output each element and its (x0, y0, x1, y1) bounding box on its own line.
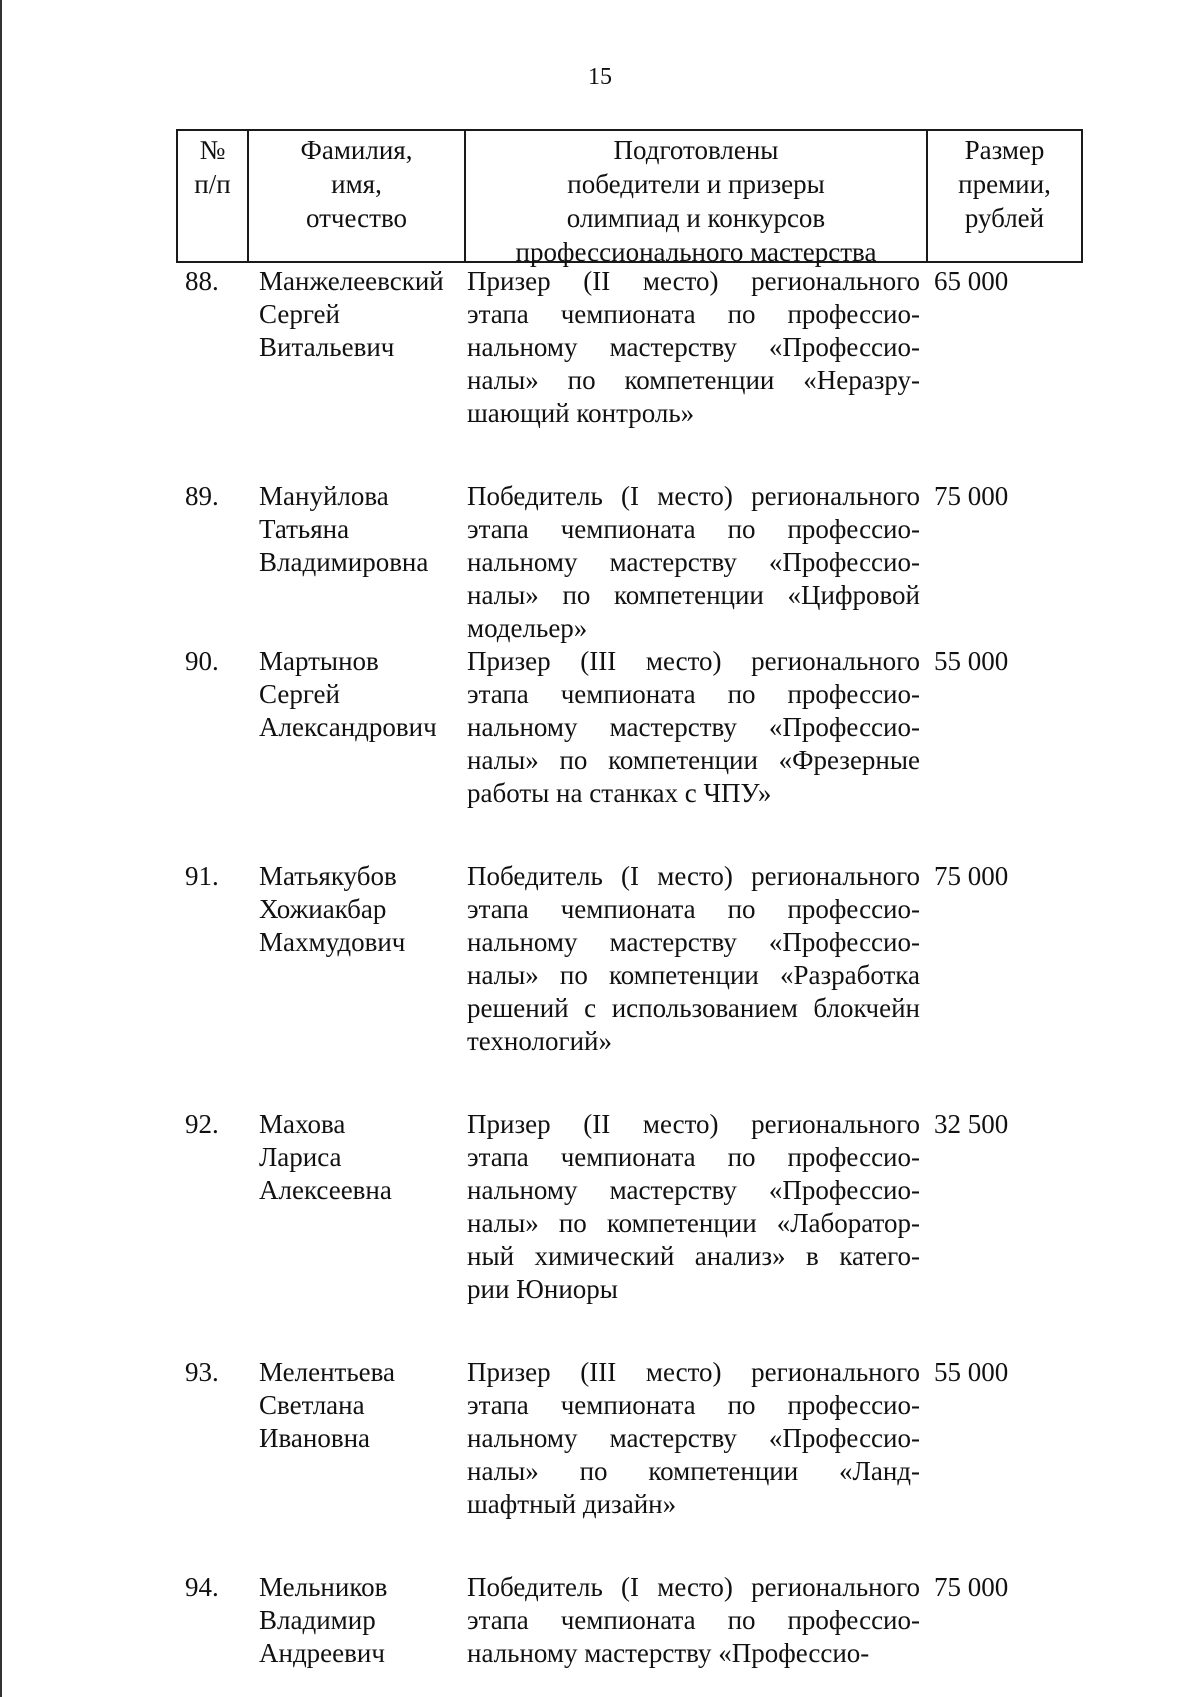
row-full-name: Мартынов Сергей Александрович (259, 646, 437, 742)
row-achievement (462, 265, 924, 430)
achievement-line: этапа чемпионата по профессио- (467, 1605, 920, 1635)
row-number: 94. (185, 1572, 219, 1602)
achievement-line: этапа чемпионата по профессио- (467, 299, 920, 329)
row-achievement (462, 1571, 924, 1670)
achievement-line: нальному мастерству «Профессио- (467, 1175, 920, 1205)
achievement-line: этапа чемпионата по профессио- (467, 514, 920, 544)
row-full-name: Мануйлова Татьяна Владимировна (259, 481, 429, 577)
achievement-line: ный химический анализ» в катего- (467, 1241, 920, 1271)
achievement-line: Призер (III место) регионального (467, 1357, 920, 1387)
table-row (176, 265, 1083, 430)
achievement-line: нальному мастерству «Профессио- (467, 1423, 920, 1453)
page-number: 15 (588, 64, 612, 90)
achievement-line: налы» по компетенции «Фрезерные (467, 745, 920, 775)
row-achievement (462, 645, 924, 810)
row-number: 90. (185, 646, 219, 676)
row-full-name: Матьякубов Хожиакбар Махмудович (259, 861, 406, 957)
achievement-line: нальному мастерству «Профессио- (467, 1638, 870, 1668)
achievement-line: рии Юниоры (467, 1274, 618, 1304)
achievement-line: Призер (III место) регионального (467, 646, 920, 676)
table-row (176, 860, 1083, 1058)
achievement-line: налы» по компетенции «Неразру- (467, 365, 920, 395)
achievement-line: налы» по компетенции «Цифровой (467, 580, 920, 610)
row-full-name: Мельников Владимир Андреевич (259, 1572, 388, 1668)
row-prize-amount: 65 000 (934, 266, 1009, 296)
achievement-line: шафтный дизайн» (467, 1489, 677, 1519)
row-achievement (462, 480, 924, 645)
row-full-name: Манжелеевский Сергей Витальевич (259, 266, 444, 362)
table-row (176, 645, 1083, 810)
page-edge-line (0, 0, 2, 1697)
row-number: 93. (185, 1357, 219, 1387)
row-prize-amount: 32 500 (934, 1109, 1009, 1139)
row-prize-amount: 55 000 (934, 646, 1009, 676)
achievement-line: этапа чемпионата по профессио- (467, 679, 920, 709)
row-prize-amount: 75 000 (934, 1572, 1009, 1602)
achievement-line: Победитель (I место) регионального (467, 481, 920, 511)
achievement-line: решений с использованием блокчейн (467, 993, 920, 1023)
row-achievement (462, 860, 924, 1058)
table-row (176, 1571, 1083, 1670)
table-header (176, 129, 1083, 267)
achievement-line: работы на станках с ЧПУ» (467, 778, 772, 808)
row-number: 91. (185, 861, 219, 891)
header-full-name: Фамилия, имя, отчество (247, 131, 464, 261)
row-number: 88. (185, 266, 219, 296)
achievement-line: этапа чемпионата по профессио- (467, 894, 920, 924)
achievement-line: налы» по компетенции «Лаборатор- (467, 1208, 920, 1238)
row-prize-amount: 75 000 (934, 481, 1009, 511)
row-number: 92. (185, 1109, 219, 1139)
achievement-line: налы» по компетенции «Разработка (467, 960, 920, 990)
header-prize-amount: Размер премии, рублей (926, 131, 1081, 261)
achievement-line: модельер» (467, 613, 588, 643)
row-prize-amount: 55 000 (934, 1357, 1009, 1387)
achievement-line: этапа чемпионата по профессио- (467, 1390, 920, 1420)
row-full-name: Мелентьева Светлана Ивановна (259, 1357, 396, 1453)
achievement-line: шающий контроль» (467, 398, 695, 428)
achievement-line: нальному мастерству «Профессио- (467, 712, 920, 742)
achievement-line: нальному мастерству «Профессио- (467, 332, 920, 362)
row-number: 89. (185, 481, 219, 511)
row-prize-amount: 75 000 (934, 861, 1009, 891)
achievement-line: налы» по компетенции «Ланд- (467, 1456, 920, 1486)
table-row (176, 1356, 1083, 1521)
header-number: № п/п (194, 135, 231, 199)
achievement-line: Призер (II место) регионального (467, 266, 920, 296)
achievement-line: технологий» (467, 1026, 612, 1056)
achievement-line: нальному мастерству «Профессио- (467, 927, 920, 957)
achievement-line: этапа чемпионата по профессио- (467, 1142, 920, 1172)
header-achievement: Подготовлены победители и призеры олимпиад и конкурсов профессионального мастерства (464, 131, 926, 261)
row-achievement (462, 1108, 924, 1306)
achievement-line: Победитель (I место) регионального (467, 1572, 920, 1602)
table-body (176, 265, 1083, 1670)
achievement-line: Призер (II место) регионального (467, 1109, 920, 1139)
table-row (176, 1108, 1083, 1306)
achievement-line: Победитель (I место) регионального (467, 861, 920, 891)
table-row (176, 480, 1083, 645)
row-achievement (462, 1356, 924, 1521)
achievement-line: нальному мастерству «Профессио- (467, 547, 920, 577)
row-full-name: Махова Лариса Алексеевна (259, 1109, 392, 1205)
